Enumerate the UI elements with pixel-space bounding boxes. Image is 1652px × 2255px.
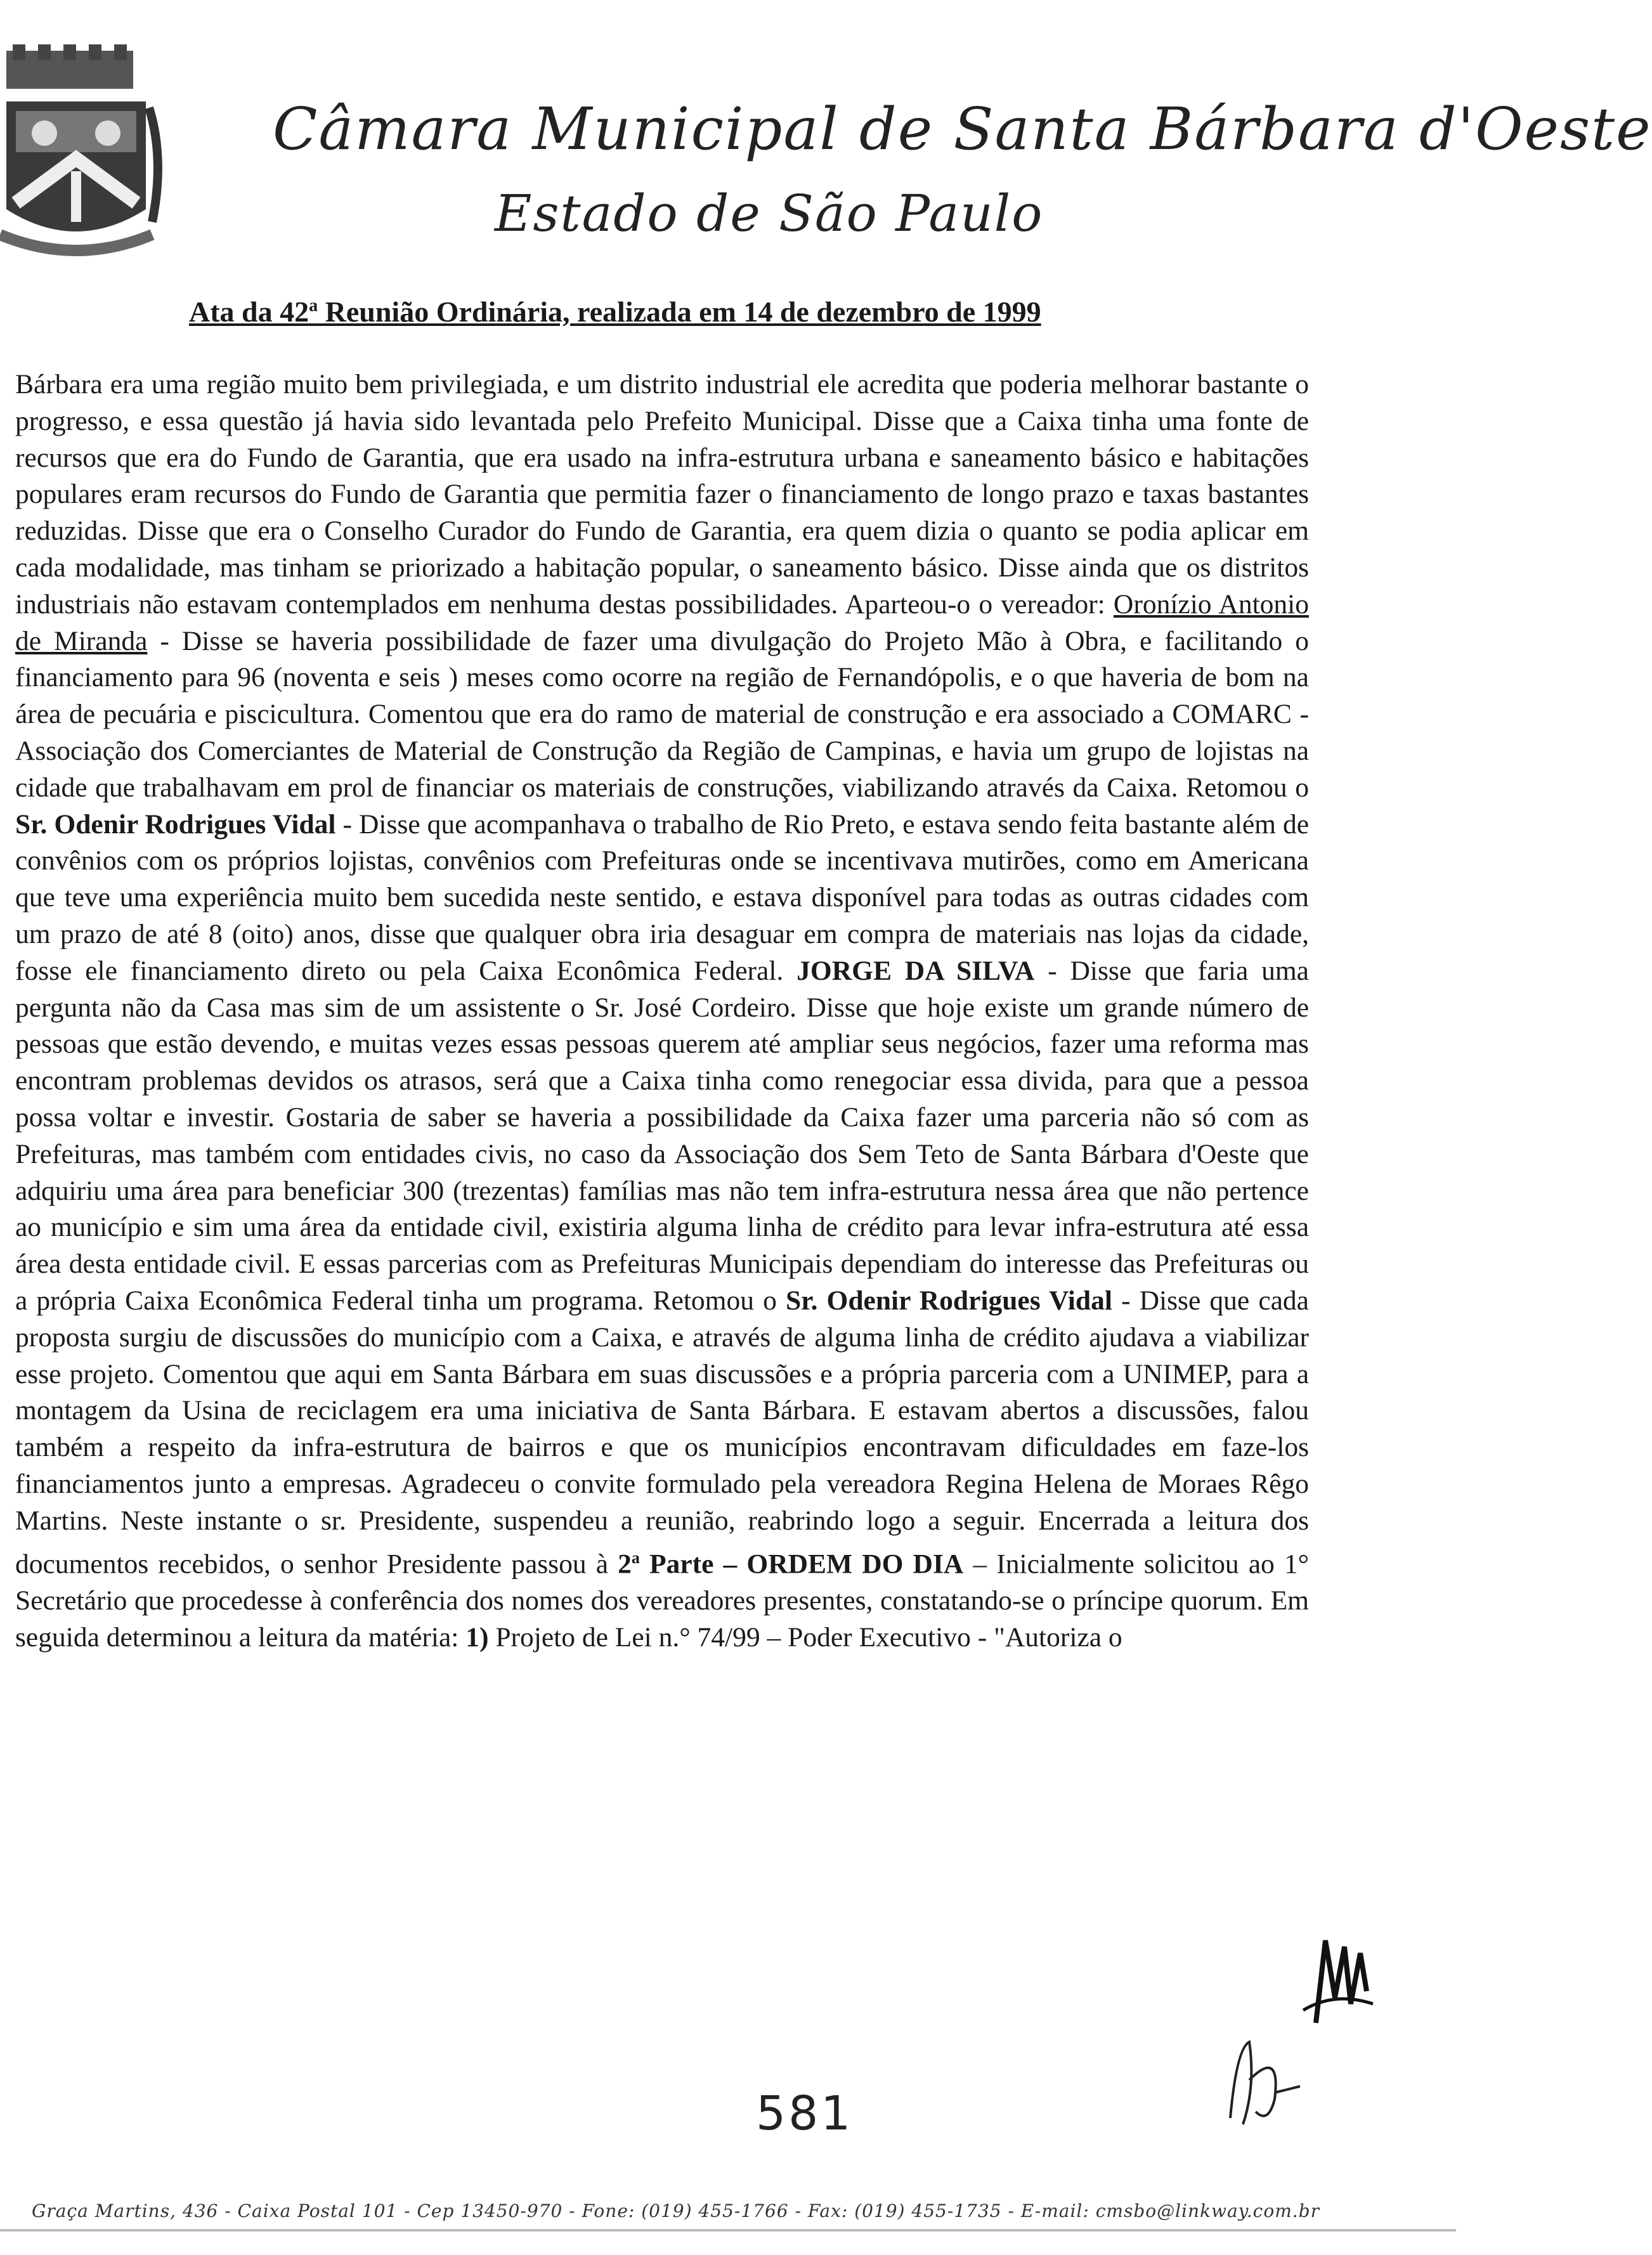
letterhead-chamber-name: Câmara Municipal de Santa Bárbara d'Oeste bbox=[273, 95, 1652, 163]
body-segment: - Disse que cada proposta surgiu de discussões do município com a Caixa, e através de alguma linha de crédito ajudava a viabilizar esse projeto. Comentou que aqui em Santa Bárbara em suas discussões e a própria parceria com a UNIMEP, para a montagem da Usina de reciclagem era uma iniciativa de Santa Bárbara. E estavam abertos a discussões, falou também a respeito da infra-estrutura de bairros e que os municípios encontravam dificuldades em faze-los financiamentos junto a empresas. Agradeceu o convite formulado pela vereadora Regina Helena de Moraes Rêgo Martins. Neste instante o sr. Presidente, suspendeu a reunião, reabrindo logo a seguir. Encerrada a leitura dos documentos recebidos, o senhor Presidente passou à bbox=[15, 1285, 1309, 1579]
item-number: 1) bbox=[465, 1621, 489, 1653]
footer-contact-line: Graça Martins, 436 - Caixa Postal 101 - Cep 13450-970 - Fone: (019) 455-1766 - Fax: (019) 455-1735 - E-mail: cmsbo@linkway.com.br bbox=[32, 2200, 1320, 2221]
agenda-part-ordinal: a bbox=[631, 1548, 640, 1567]
page-number: 581 bbox=[756, 2086, 854, 2141]
title-suffix: Reunião Ordinária, realizada em 14 de dezembro de 1999 bbox=[318, 296, 1041, 328]
document-title bbox=[189, 295, 1394, 328]
title-ordinal: a bbox=[309, 296, 318, 316]
agenda-part-title: Parte – ORDEM DO DIA bbox=[639, 1549, 964, 1579]
body-segment: - Disse que faria uma pergunta não da Casa mas sim de um assistente o Sr. José Cordeiro. Disse que hoje existe um grande número de pessoas que estão devendo, e muitas vezes essas pessoas querem até ampliar seus negócios, fazer uma reforma mas encontram problemas devidos os atrasos, será que a Caixa tinha como renegociar essa divida, para que a pessoa possa voltar e investir. Gostaria de saber se haveria a possibilidade da Caixa fazer uma parceria não só com as Prefeituras, mas também com entidades civis, no caso da Associação dos Sem Teto de Santa Bárbara d'Oeste que adquiriu uma área para beneficiar 300 (trezentas) famílias mas não tem infra-estrutura nessa área que não pertence ao município e sim uma área da entidade civil, existiria alguma linha de crédito para levar infra-estrutura até essa área desta entidade civil. E essas parcerias com as Prefeituras Municipais dependiam do interesse das Prefeituras ou a própria Caixa Econômica Federal tinha um programa. Retomou o bbox=[15, 955, 1309, 1316]
agenda-part-number: 2 bbox=[618, 1549, 632, 1579]
footer-divider bbox=[0, 2229, 1456, 2232]
body-segment: Bárbara era uma região muito bem privilegiada, e um distrito industrial ele acredita que poderia melhorar bastante o progresso, e essa questão já havia sido levantada pelo Prefeito Municipal. Disse que a Caixa tinha uma fonte de recursos que era do Fundo de Garantia, que era usado na infra-estrutura urbana e saneamento básico e habitações populares eram recursos do Fundo de Garantia que permitia fazer o financiamento de longo prazo e taxas bastantes reduzidas. Disse que era o Conselho Curador do Fundo de Garantia, era quem dizia o quanto se podia aplicar em cada modalidade, mas tinham se priorizado a habitação popular, o saneamento básico. Disse ainda que os distritos industriais não estavam contemplados em nenhuma destas possibilidades. Aparteou-o o vereador: bbox=[15, 369, 1309, 620]
signature-mark bbox=[1291, 1928, 1379, 2029]
speaker-name: Sr. Odenir Rodrigues Vidal bbox=[15, 809, 336, 840]
body-segment: - Disse se haveria possibilidade de fazer uma divulgação do Projeto Mão à Obra, e facilitando o financiamento para 96 (noventa e seis ) meses como ocorre na região de Fernandópolis, e o que haveria de bom na área de pecuária e piscicultura. Comentou que era do ramo de material de construção e era associado a COMARC - Associação dos Comerciantes de Material de Construção da Região de Campinas, e havia um grupo de lojistas na cidade que trabalhavam em prol de financiar os materiais de construções, viabilizando através da Caixa. Retomou o bbox=[15, 625, 1309, 803]
coat-of-arms-icon bbox=[0, 44, 178, 279]
body-segment: Projeto de Lei n.° 74/99 – Poder Executivo - "Autoriza o bbox=[488, 1621, 1122, 1653]
speaker-name: JORGE DA SILVA bbox=[797, 955, 1035, 986]
title-prefix: Ata da 42 bbox=[189, 296, 309, 328]
initials-mark bbox=[1205, 2023, 1313, 2131]
body-segment: - Disse que acompanhava o trabalho de Rio Preto, e estava sendo feita bastante além de convênios com os próprios lojistas, convênios com Prefeituras onde se incentivava mutirões, como em Americana que teve uma experiência muito bem sucedida neste sentido, e estava disponível para todas as outras cidades com um prazo de até 8 (oito) anos, disse que qualquer obra iria desaguar em compra de materiais nas lojas da cidade, fosse ele financiamento direto ou pela Caixa Econômica Federal. bbox=[15, 809, 1309, 986]
municipal-coat-of-arms bbox=[0, 44, 178, 279]
letterhead-state-name: Estado de São Paulo bbox=[495, 184, 1044, 243]
minutes-paragraph bbox=[15, 367, 1309, 1656]
councilman-name: Oronízio Antonio de Miranda bbox=[15, 588, 1309, 656]
minutes-body bbox=[15, 367, 1309, 1656]
speaker-name: Sr. Odenir Rodrigues Vidal bbox=[785, 1285, 1112, 1316]
body-segment: – Inicialmente solicitou ao 1° Secretário que procedesse à conferência dos nomes dos vereadores presentes, constatando-se o príncipe quorum. Em seguida determinou a leitura da matéria: bbox=[15, 1549, 1309, 1653]
